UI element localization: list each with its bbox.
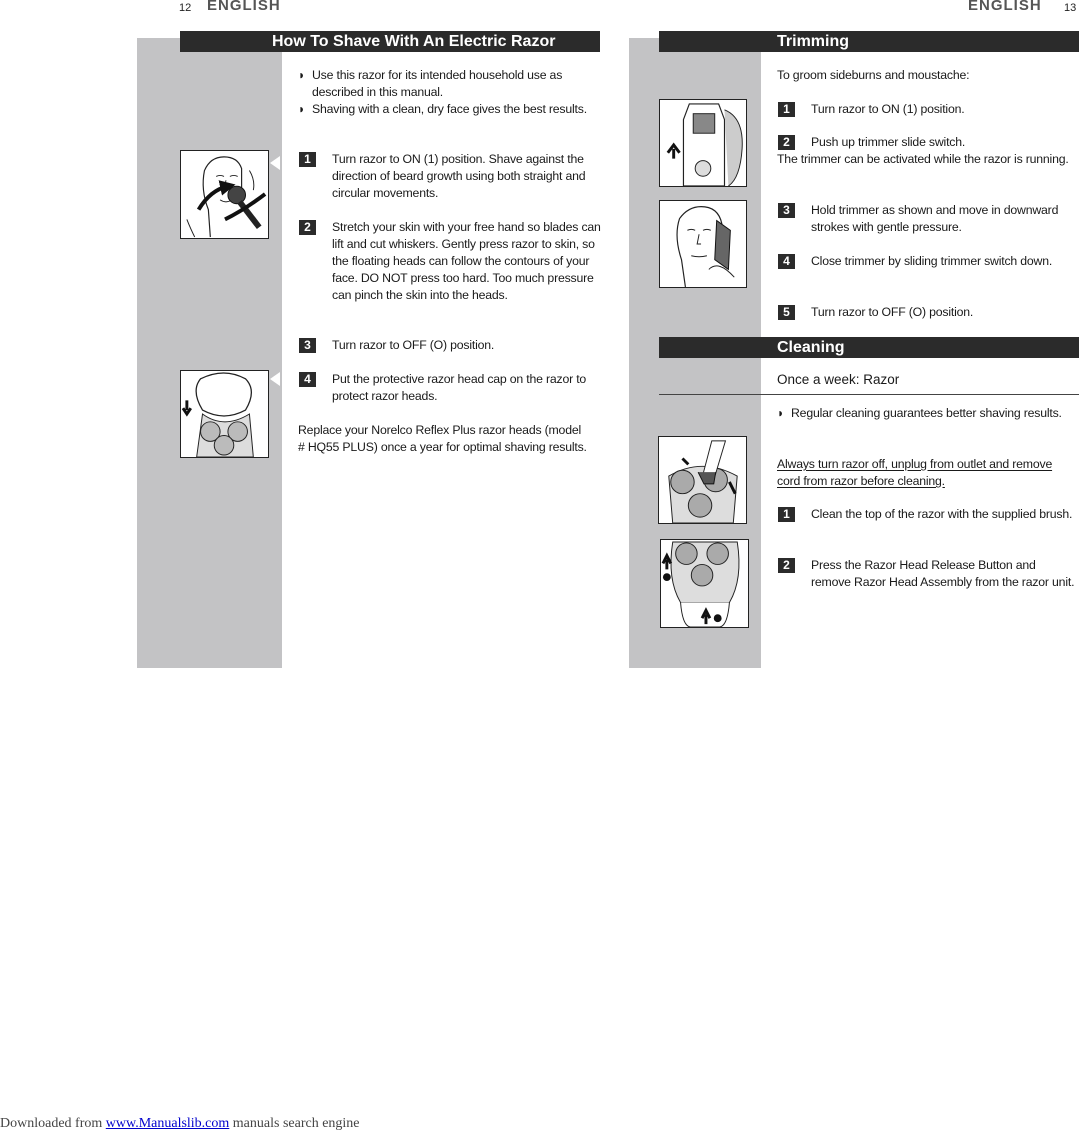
download-footer bbox=[0, 1116, 360, 1132]
cleaning-section-title: Cleaning bbox=[659, 337, 1079, 358]
shaving-step-4-number: 4 bbox=[299, 372, 316, 387]
trimming-step-3-text: Hold trimmer as shown and move in downward strokes with gentle pressure. bbox=[811, 203, 1059, 234]
trimming-step-2-text: Push up trimmer slide switch. bbox=[811, 135, 966, 149]
illustration-trimming-sideburns bbox=[659, 200, 747, 288]
subhead-rule bbox=[659, 394, 1079, 395]
shaving-replacement-note: Replace your Norelco Reflex Plus razor heads (model # HQ55 PLUS) once a year for optimal shaving results. bbox=[298, 423, 587, 454]
trimming-step-2-number: 2 bbox=[778, 135, 795, 150]
illustration-trimmer-switch bbox=[659, 99, 747, 187]
trimming-intro: To groom sideburns and moustache: bbox=[777, 68, 970, 82]
cleaning-warning: Always turn razor off, unplug from outlet and remove cord from razor before cleaning. bbox=[777, 457, 1053, 488]
bullet-icon: ◗ bbox=[777, 406, 785, 420]
cleaning-step-2-number: 2 bbox=[778, 558, 795, 573]
footer-suffix: manuals search engine bbox=[232, 1116, 360, 1131]
trimming-section-title: Trimming bbox=[659, 31, 1079, 52]
manualslib-link[interactable]: www.Manualslib.com bbox=[105, 1116, 230, 1131]
shaving-bullet-1: Use this razor for its intended household use as described in this manual. bbox=[312, 68, 563, 99]
trimming-step-4-text: Close trimmer by sliding trimmer switch down. bbox=[811, 254, 1053, 268]
shaving-section-title: How To Shave With An Electric Razor bbox=[180, 31, 600, 52]
shaving-step-2-text: Stretch your skin with your free hand so blades can lift and cut whiskers. Gently press razor to skin, so the floating heads can follow the contours of your face. DO NOT press too hard. Too much pressure can pinch the skin into the heads. bbox=[332, 220, 601, 302]
bullet-icon: ◗ bbox=[298, 68, 306, 82]
trimming-step-4-number: 4 bbox=[778, 254, 795, 269]
trimming-note: The trimmer can be activated while the razor is running. bbox=[777, 152, 1069, 166]
left-gray-margin bbox=[137, 38, 282, 668]
trimming-step-5-number: 5 bbox=[778, 305, 795, 320]
bullet-icon: ◗ bbox=[298, 102, 306, 116]
right-language-label: ENGLISH bbox=[968, 0, 1042, 14]
left-language-label: ENGLISH bbox=[207, 0, 281, 14]
trimming-step-1-text: Turn razor to ON (1) position. bbox=[811, 102, 965, 116]
trimming-step-5-text: Turn razor to OFF (O) position. bbox=[811, 305, 974, 319]
pointer-notch bbox=[270, 156, 280, 170]
pointer-notch bbox=[270, 372, 280, 386]
trimming-step-1-number: 1 bbox=[778, 102, 795, 117]
cleaning-step-1-text: Clean the top of the razor with the supplied brush. bbox=[811, 507, 1073, 521]
shaving-step-2-number: 2 bbox=[299, 220, 316, 235]
illustration-brush-cleaning bbox=[658, 436, 747, 524]
illustration-protective-cap bbox=[180, 370, 269, 458]
shaving-step-3-text: Turn razor to OFF (O) position. bbox=[332, 338, 495, 352]
trimming-step-3-number: 3 bbox=[778, 203, 795, 218]
cleaning-step-1-number: 1 bbox=[778, 507, 795, 522]
shaving-step-1-text: Turn razor to ON (1) position. Shave against the direction of beard growth using both straight and circular movements. bbox=[332, 152, 586, 200]
cleaning-subhead: Once a week: Razor bbox=[777, 372, 900, 387]
cleaning-step-2-text: Press the Razor Head Release Button and remove Razor Head Assembly from the razor unit. bbox=[811, 558, 1075, 589]
illustration-shaving-face bbox=[180, 150, 269, 239]
shaving-step-4-text: Put the protective razor head cap on the razor to protect razor heads. bbox=[332, 372, 587, 403]
shaving-step-3-number: 3 bbox=[299, 338, 316, 353]
right-page-number: 13 bbox=[1064, 2, 1077, 14]
shaving-bullet-2: Shaving with a clean, dry face gives the best results. bbox=[312, 102, 587, 116]
cleaning-bullet: Regular cleaning guarantees better shaving results. bbox=[791, 406, 1062, 420]
shaving-step-1-number: 1 bbox=[299, 152, 316, 167]
left-page-number: 12 bbox=[179, 2, 192, 14]
footer-prefix: Downloaded from bbox=[0, 1116, 103, 1131]
illustration-release-head bbox=[660, 539, 749, 628]
